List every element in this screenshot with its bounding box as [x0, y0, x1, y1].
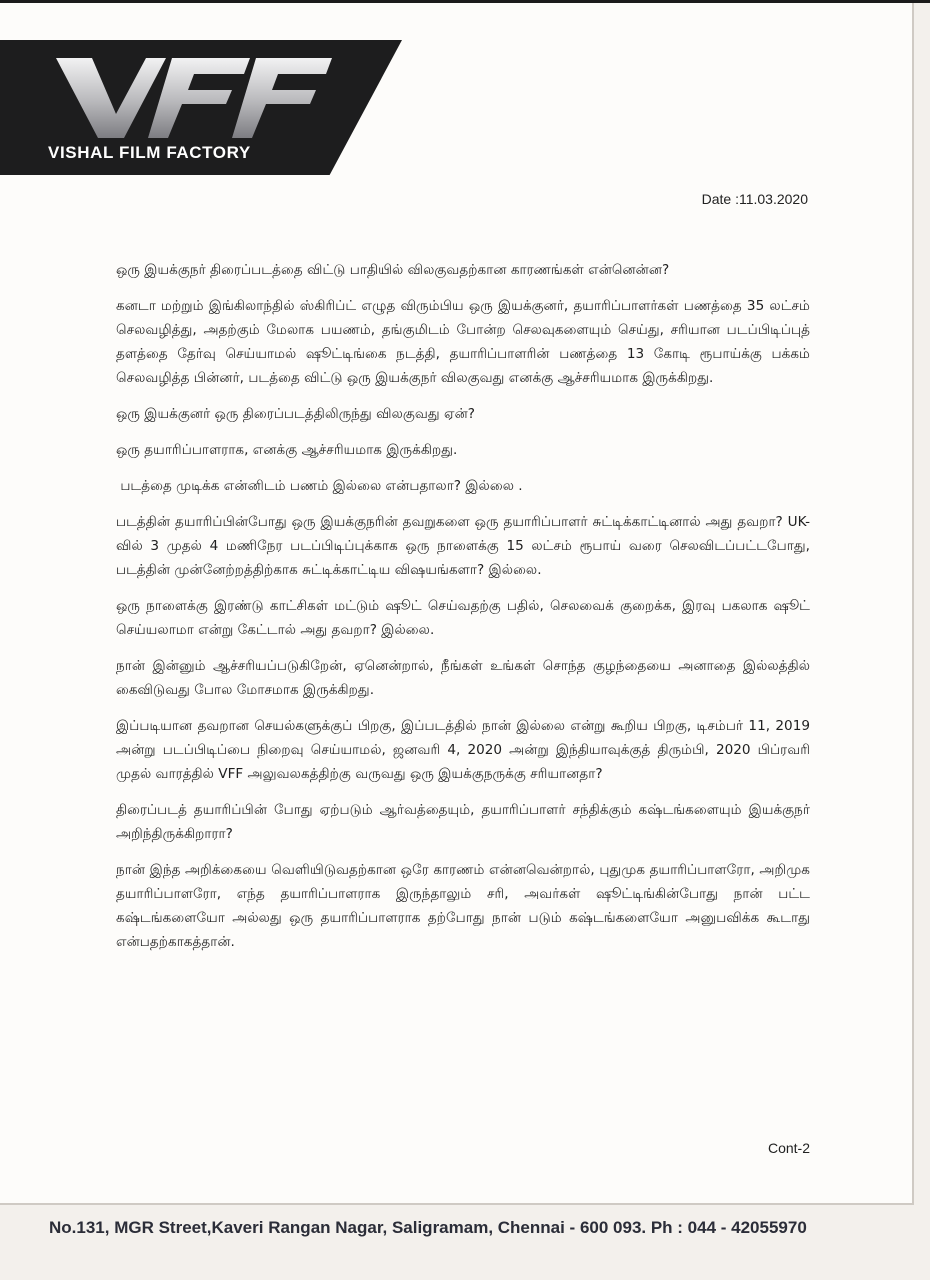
company-name: VISHAL FILM FACTORY: [48, 143, 251, 162]
paragraph: இப்படியான தவறான செயல்களுக்குப் பிறகு, இப்படத்தில் நான் இல்லை என்று கூறிய பிறகு, டிசம்பர் 11, 2019 அன்று படப்பிடிப்பை நிறைவு செய்யாமல், ஜனவரி 4, 2020 அன்று இந்தியாவுக்குத் திரும்பி, 2020 பிப்ரவரி முதல் வாரத்தில் VFF அலுவலகத்திற்கு வருவது ஒரு இயக்குநருக்கு சரியானதா?: [116, 718, 810, 782]
letter-date: Date :11.03.2020: [701, 191, 808, 207]
paragraph: படத்தை முடிக்க என்னிடம் பணம் இல்லை என்பதாலா? இல்லை .: [116, 478, 523, 494]
paragraph: நான் இன்னும் ஆச்சரியப்படுகிறேன், ஏனென்றால், நீங்கள் உங்கள் சொந்த குழந்தையை அனாதை இல்லத்தில் கைவிடுவது போல மோசமாக இருக்கிறது.: [116, 658, 810, 698]
paragraph: ஒரு தயாரிப்பாளராக, எனக்கு ஆச்சரியமாக இருக்கிறது.: [116, 442, 458, 458]
paragraph: திரைப்படத் தயாரிப்பின் போது ஏற்படும் ஆர்வத்தையும், தயாரிப்பாளர் சந்திக்கும் கஷ்டங்களையும் இயக்குநர் அறிந்திருக்கிறாரா?: [116, 802, 810, 842]
vff-logo-mark: [54, 52, 334, 140]
paragraph: ஒரு இயக்குநர் திரைப்படத்தை விட்டு பாதியில் விலகுவதற்கான காரணங்கள் என்னென்ன?: [116, 262, 670, 278]
footer-address: No.131, MGR Street,Kaveri Rangan Nagar, Saligramam, Chennai - 600 093. Ph : 044 - 42055970: [49, 1218, 807, 1237]
paragraph: ஒரு இயக்குனர் ஒரு திரைப்படத்திலிருந்து விலகுவது ஏன்?: [116, 406, 475, 422]
continuation-marker: Cont-2: [767, 1140, 810, 1156]
paragraph: கனடா மற்றும் இங்கிலாந்தில் ஸ்கிரிப்ட் எழுத விரும்பிய ஒரு இயக்குனர், தயாரிப்பாளர்கள் பணத்தை 35 லட்சம் செலவழித்து, அதற்கும் மேலாக பயணம், தங்குமிடம் போன்ற செலவுகளையும் செய்து, சரியான படப்பிடிப்புத் தளத்தை தேர்வு செய்யாமல் ஷூட்டிங்கை நடத்தி, தயாரிப்பாளரின் பணத்தை 13 கோடி ரூபாய்க்கு பக்கம் செலவழித்த பின்னர், படத்தை விட்டு ஒரு இயக்குநர் விலகுவது எனக்கு ஆச்சரியமாக இருக்கிறது.: [116, 298, 810, 386]
letter-body: [116, 258, 810, 966]
paragraph: நான் இந்த அறிக்கையை வெளியிடுவதற்கான ஒரே காரணம் என்னவென்றால், புதுமுக தயாரிப்பாளரோ, அறிமுக தயாரிப்பாளரோ, எந்த தயாரிப்பாளராக இருந்தாலும் சரி, அவர்கள் ஷூட்டிங்கின்போது நான் பட்ட கஷ்டங்களையோ அல்லது ஒரு தயாரிப்பாளராக தற்போது நான் படும் கஷ்டங்களையோ அனுபவிக்க கூடாது என்பதற்காகத்தான்.: [116, 862, 810, 950]
paragraph: ஒரு நாளைக்கு இரண்டு காட்சிகள் மட்டும் ஷூட் செய்வதற்கு பதில், செலவைக் குறைக்க, இரவு பகலாக ஷூட் செய்யலாமா என்று கேட்டால் அது தவறா? இல்லை.: [116, 598, 810, 638]
paragraph: படத்தின் தயாரிப்பின்போது ஒரு இயக்குநரின் தவறுகளை ஒரு தயாரிப்பாளர் சுட்டிக்காட்டினால் அது தவறா? UK-வில் 3 முதல் 4 மணிநேர படப்பிடிப்புக்காக ஒரு நாளைக்கு 15 லட்சம் ரூபாய் வரை செலவிடப்பட்டபோது, படத்தின் முன்னேற்றத்திற்காக சுட்டிக்காட்டிய விஷயங்களா? இல்லை.: [116, 514, 810, 578]
top-divider: [0, 0, 930, 3]
